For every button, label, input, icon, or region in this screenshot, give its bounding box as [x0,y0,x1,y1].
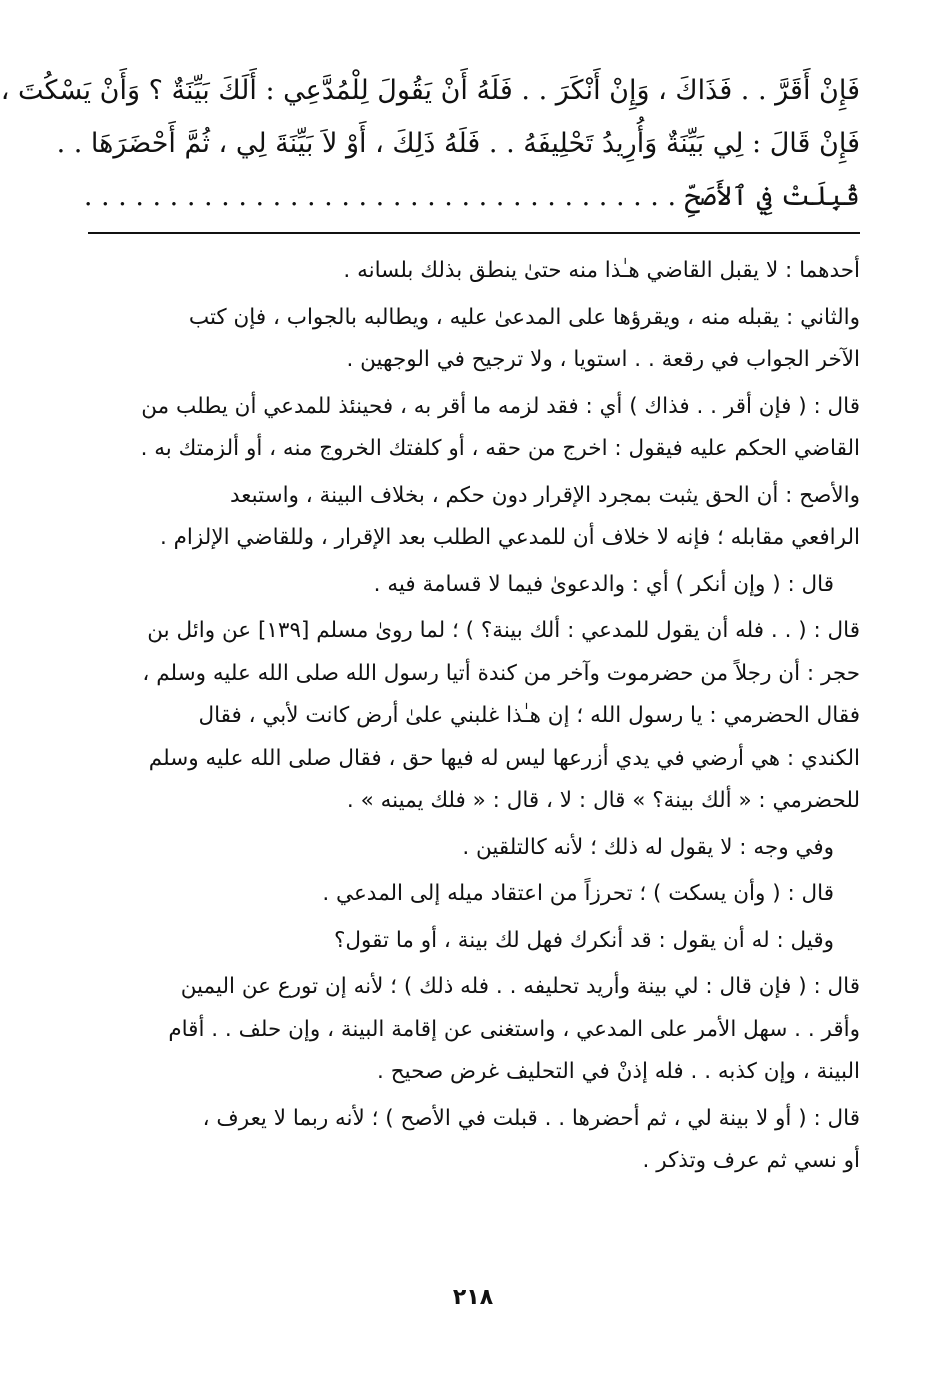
commentary-paragraph [84,250,860,293]
commentary-line: البينة ، وإن كذبه . . فله إذنْ في التحليف غرض صحيح . [377,1059,860,1084]
commentary-line: فقال الحضرمي : يا رسول الله ؛ إن هـٰذا غلبني علىٰ أرض كانت لأبي ، فقال [198,703,860,728]
commentary-line: قال : ( فإن أقر . . فذاك ) أي : فقد لزمه ما أقر به ، فحينئذ للمدعي أن يطلب من [141,393,860,419]
commentary-line: أو نسي ثم عرف وتذكر . [642,1148,860,1173]
commentary-line: حجر : أن رجلاً من حضرموت وآخر من كندة أتيا رسول الله صلى الله عليه وسلم ، [142,660,860,686]
page-number: ٢١٨ [452,1285,494,1310]
main-text-line: فَإِنْ أَقَرَّ . . فَذَاكَ ، وَإِنْ أَنْكَرَ . . فَلَهُ أَنْ يَقُولَ لِلْمُدَّعِي : أَلَكَ بَيِّنَةٌ ؟ وَأَنْ يَسْكُتَ ، [0,75,860,106]
commentary-line: قال : ( . . فله أن يقول للمدعي : ألك بينة؟ ) ؛ لما روىٰ مسلم [١٣٩] عن وائل بن [147,618,860,643]
commentary-line: وفي وجه : لا يقول له ذلك ؛ لأنه كالتلقين . [462,834,834,860]
commentary-line: والأصح : أن الحق يثبت بمجرد الإقرار دون حكم ، بخلاف البينة ، واستبعد [229,482,860,508]
commentary-paragraph [84,475,860,560]
commentary-line: والثاني : يقبله منه ، ويقرؤها على المدعىٰ عليه ، ويطالبه بالجواب ، فإن كتب [188,304,860,330]
commentary-paragraph [84,297,860,382]
commentary-paragraph [84,1098,860,1183]
commentary-paragraph [84,873,860,916]
main-text-block [0,64,860,223]
commentary-line: للحضرمي : « ألك بينة؟ » قال : لا ، قال : « فلك يمينه » . [346,788,860,813]
commentary-paragraph [84,386,860,471]
commentary-line: وقيل : له أن يقول : قد أنكرك فهل لك بينة ، أو ما تقول؟ [334,927,834,953]
commentary-line: قال : ( أو لا بينة لي ، ثم أحضرها . . قبلت في الأصح ) ؛ لأنه ربما لا يعرف ، [202,1105,860,1131]
commentary-line: قال : ( وإن أنكر ) أي : والدعوىٰ فيما لا قسامة فيه . [373,571,834,597]
separator-line [88,232,860,234]
commentary-paragraph [84,564,860,607]
commentary-line: وأقر . . سهل الأمر على المدعي ، واستغنى عن إقامة البينة ، وإن حلف . . أقام [168,1016,860,1042]
commentary-line: الرافعي مقابله ؛ فإنه لا خلاف أن للمدعي الطلب بعد الإقرار ، وللقاضي الإلزام . [159,525,860,550]
commentary-line: الآخر الجواب في رقعة . . استويا ، ولا ترجيح في الوجهين . [346,347,860,372]
main-text-line: قُبِلَتْ فِي ٱلأَصَحِّ . . . . . . . . . . . . . . . . . . . . . . . . . . . . . . . . . . . [83,181,860,212]
main-text-line: فَإِنْ قَالَ : لِي بَيِّنَةٌ وَأُرِيدُ تَحْلِيفَهُ . . فَلَهُ ذَلِكَ ، أَوْ لاَ بَيِّنَةَ لِي ، ثُمَّ أَحْضَرَهَا . . [56,128,860,159]
commentary-paragraph [84,966,860,1094]
commentary-line: الكندي : هي أرضي في يدي أزرعها ليس له فيها حق ، فقال صلى الله عليه وسلم [148,745,860,771]
commentary-line: القاضي الحكم عليه فيقول : اخرج من حقه ، أو كلفتك الخروج منه ، أو ألزمتك به . [140,436,860,461]
commentary-line: قال : ( فإن قال : لي بينة وأريد تحليفه . . فله ذلك ) ؛ لأنه إن تورع عن اليمين [180,974,860,999]
commentary-line: أحدهما : لا يقبل القاضي هـٰذا منه حتىٰ ينطق بذلك بلسانه . [343,258,860,283]
commentary-paragraph [84,827,860,870]
commentary-paragraph [84,920,860,963]
commentary-line: قال : ( وأن يسكت ) ؛ تحرزاً من اعتقاد ميله إلى المدعي . [322,881,834,906]
commentary-paragraph [84,610,860,823]
commentary-block [84,250,860,1187]
